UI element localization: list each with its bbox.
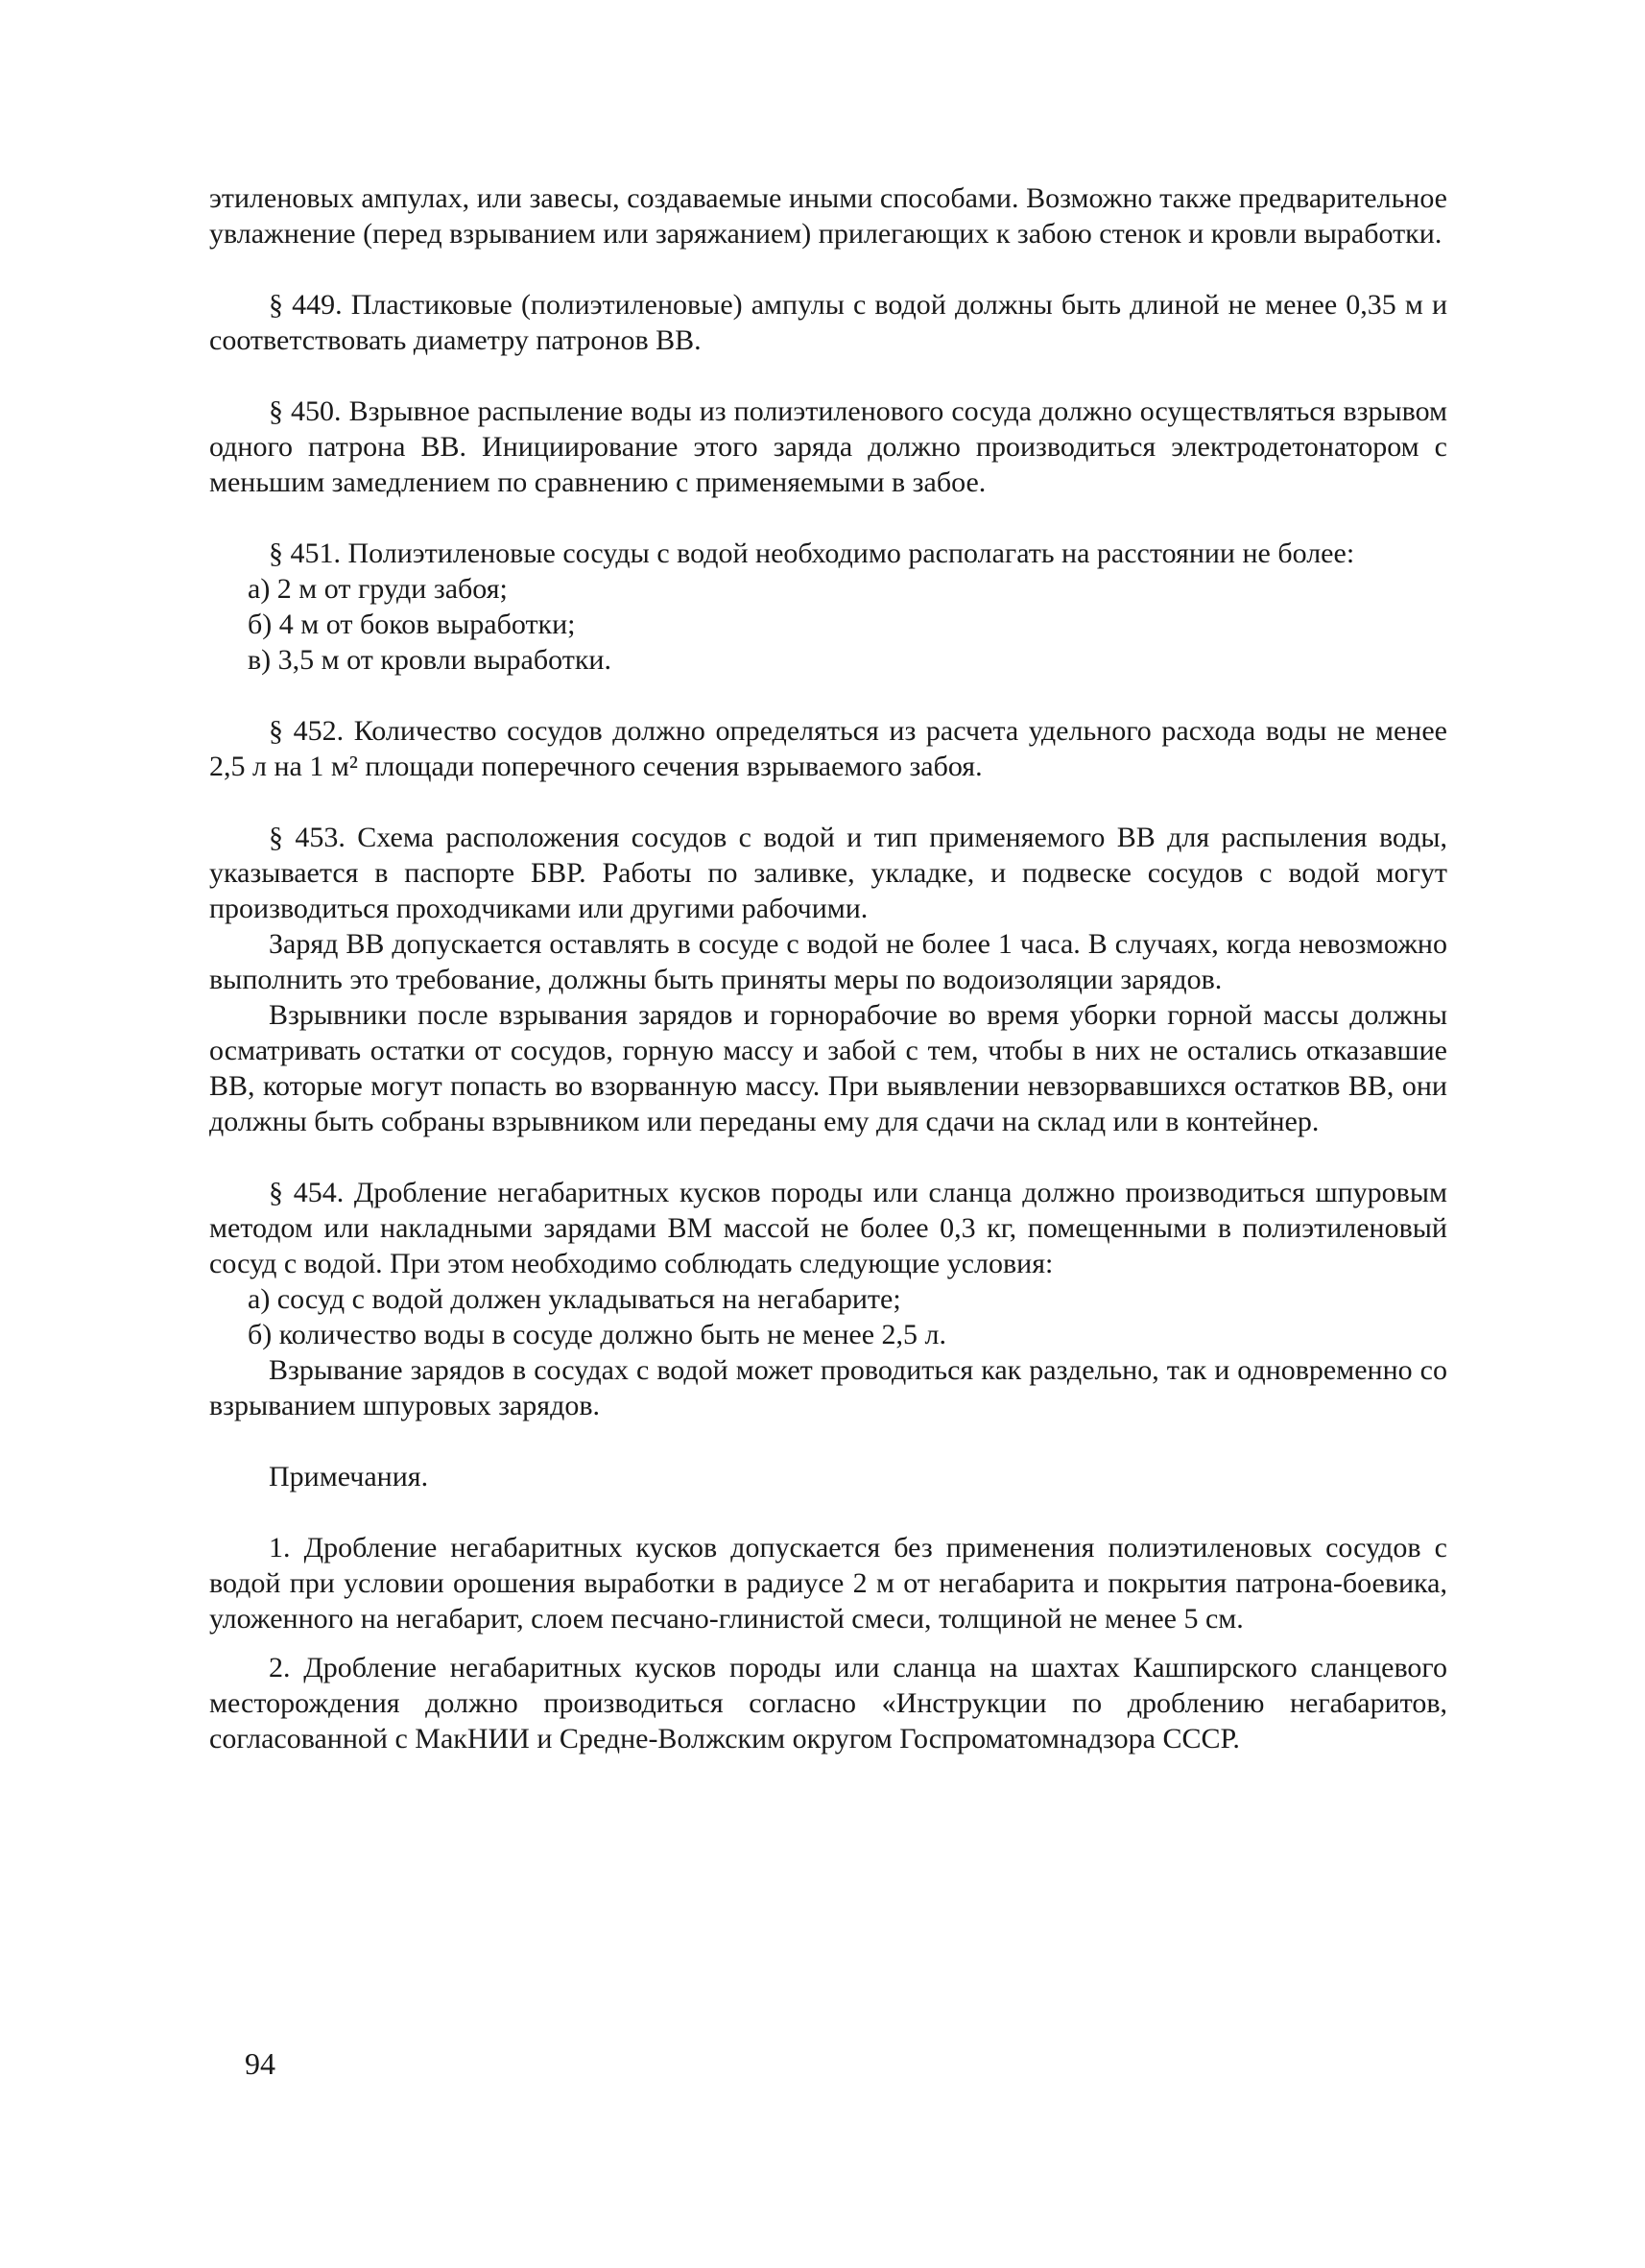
section-452: § 452. Количество сосудов должно определяться из расчета удельного расхода воды не менее 2,5 л на 1 м² площади поперечного сечения взрываемого забоя. <box>209 715 1447 782</box>
section-449: § 449. Пластиковые (полиэтиленовые) ампулы с водой должны быть длиной не менее 0,35 м и соответствовать диаметру патронов ВВ. <box>209 289 1447 356</box>
section-451: § 451. Полиэтиленовые сосуды с водой необходимо располагать на расстоянии не более: <box>269 537 1355 569</box>
document-page <box>209 180 1447 1756</box>
section-454-item-a: а) сосуд с водой должен укладываться на негабарите; <box>248 1283 901 1315</box>
section-454-item-b: б) количество воды в сосуде должно быть не менее 2,5 л. <box>248 1319 946 1350</box>
section-453-paragraph-2: Заряд ВВ допускается оставлять в сосуде с водой не более 1 часа. В случаях, когда невозможно выполнить это требование, должны быть приняты меры по водоизоляции зарядов. <box>209 928 1447 995</box>
paragraph-gap <box>209 1636 1447 1650</box>
paragraph-gap <box>209 1494 1447 1530</box>
paragraph-continuation: этиленовых ампулах, или завесы, создаваемые иными способами. Возможно также предварительное увлажнение (перед взрыванием или заряжанием) прилегающих к забою стенок и кровли выработки. <box>209 182 1447 250</box>
page-number: 94 <box>245 2046 275 2081</box>
section-454: § 454. Дробление негабаритных кусков породы или сланца должно производиться шпуровым методом или накладными зарядами ВМ массой не более 0,3 кг, помещенными в полиэтиленовый сосуд с водой. При этом необходимо соблюдать следующие условия: <box>209 1177 1447 1279</box>
paragraph-gap <box>209 784 1447 820</box>
notes-title: Примечания. <box>269 1461 429 1492</box>
section-451-item-b: б) 4 м от боков выработки; <box>248 609 576 640</box>
section-451-item-c: в) 3,5 м от кровли выработки. <box>248 644 611 676</box>
paragraph-gap <box>209 1423 1447 1459</box>
paragraph-gap <box>209 1139 1447 1175</box>
paragraph-gap <box>209 358 1447 394</box>
paragraph-gap <box>209 251 1447 287</box>
section-453: § 453. Схема расположения сосудов с водой и тип применяемого ВВ для распыления воды, указывается в паспорте БВР. Работы по заливке, укладке, и подвеске сосудов с водой могут производиться проходчиками или другими рабочими. <box>209 822 1447 924</box>
note-1: 1. Дробление негабаритных кусков допускается без применения полиэтиленовых сосудов с водой при условии орошения выработки в радиусе 2 м от негабарита и покрытия патрона-боевика, уложенного на негабарит, слоем песчано-глинистой смеси, толщиной не менее 5 см. <box>209 1532 1447 1635</box>
section-454-paragraph-2: Взрывание зарядов в сосудах с водой может проводиться как раздельно, так и одновременно со взрыванием шпуровых зарядов. <box>209 1354 1447 1421</box>
note-2: 2. Дробление негабаритных кусков породы или сланца на шахтах Кашпирского сланцевого месторождения должно производиться согласно «Инструкции по дроблению негабаритов, согласованной с МакНИИ и Средне-Волжским округом Госпроматомнадзора СССР. <box>209 1652 1447 1755</box>
section-453-paragraph-3: Взрывники после взрывания зарядов и горнорабочие во время уборки горной массы должны осматривать остатки от сосудов, горную массу и забой с тем, чтобы в них не остались отказавшие ВВ, которые могут попасть во взорванную массу. При выявлении невзорвавшихся остатков ВВ, они должны быть собраны взрывником или переданы ему для сдачи на склад или в контейнер. <box>209 999 1447 1137</box>
section-450: § 450. Взрывное распыление воды из полиэтиленового сосуда должно осуществляться взрывом одного патрона ВВ. Инициирование этого заряда должно производиться электродетонатором с меньшим замедлением по сравнению с применяемыми в забое. <box>209 395 1447 498</box>
paragraph-gap <box>209 678 1447 713</box>
paragraph-gap <box>209 500 1447 536</box>
section-451-item-a: а) 2 м от груди забоя; <box>248 573 508 605</box>
